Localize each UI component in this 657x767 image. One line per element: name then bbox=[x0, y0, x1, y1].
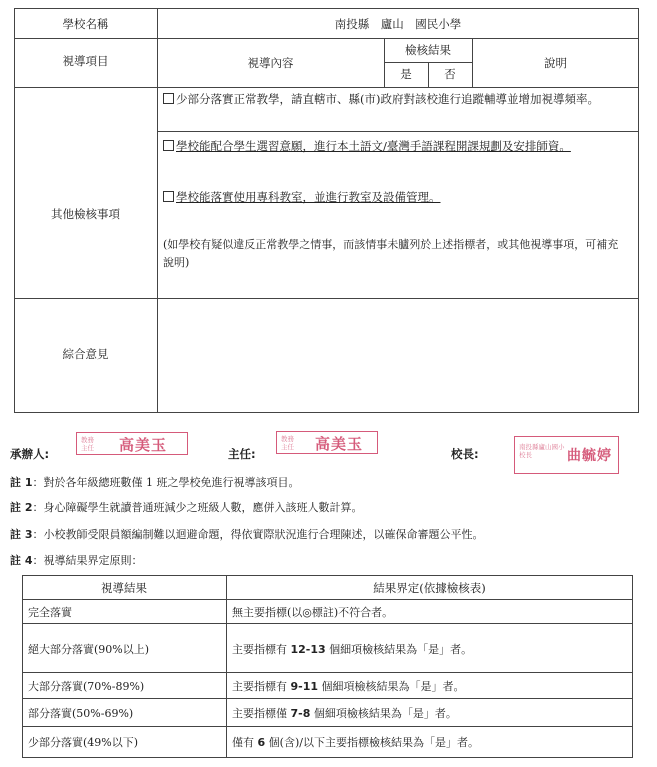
overall-opinion-label: 綜合意見 bbox=[62, 347, 109, 361]
result-row-2-def bbox=[232, 641, 472, 657]
result-def-text: 個細項檢核結果為「是」者。 bbox=[310, 707, 457, 720]
inspection-item-label: 視導項目 bbox=[62, 54, 109, 68]
result-def-num: 12-13 bbox=[290, 643, 326, 656]
other-item-1-text: 學校能配合學生選習意願，進行本土語文/臺灣手語課程開課規劃及安排師資。 bbox=[176, 139, 571, 153]
col-divider bbox=[226, 575, 227, 758]
results-col2-header: 結果界定(依據檢核表) bbox=[373, 581, 486, 595]
result-row-5-label: 少部分落實(49%以下) bbox=[28, 736, 139, 749]
director-stamp-title: 教務 主任 bbox=[281, 435, 294, 451]
principal-stamp bbox=[514, 436, 619, 474]
result-def-num: 9-11 bbox=[290, 680, 319, 693]
result-row-2-label: 絕大部分落實(90%以上) bbox=[28, 643, 150, 656]
result-row-5-def bbox=[232, 734, 479, 750]
checkbox[interactable] bbox=[163, 93, 174, 104]
director-stamp bbox=[276, 431, 378, 454]
director-stamp-name: 高美玉 bbox=[315, 435, 364, 453]
row-divider bbox=[22, 623, 633, 624]
school-name: 南投縣 廬山 國民小學 bbox=[334, 17, 462, 31]
checkbox[interactable] bbox=[163, 191, 174, 202]
yes-label: 是 bbox=[400, 67, 412, 81]
note-label: 註 1 bbox=[10, 476, 33, 489]
result-row-1-def bbox=[232, 604, 393, 620]
inspection-content-label: 視導內容 bbox=[247, 56, 294, 70]
handler-stamp-title: 教務 主任 bbox=[81, 436, 94, 452]
handler-stamp bbox=[76, 432, 188, 455]
other-item-2 bbox=[163, 188, 628, 207]
row-divider bbox=[22, 698, 633, 699]
result-row-3-label: 大部分落實(70%-89%) bbox=[28, 680, 145, 693]
other-item-1 bbox=[163, 137, 628, 156]
results-col1-header: 視導結果 bbox=[101, 581, 147, 595]
note-2 bbox=[10, 499, 362, 515]
result-def-text: 主要指標僅 bbox=[232, 707, 291, 720]
result-row-4-def bbox=[232, 705, 457, 721]
director-label: 主任: bbox=[228, 447, 256, 461]
note-label: 註 4 bbox=[10, 554, 33, 567]
note-label: 說明 bbox=[544, 56, 567, 70]
overall-opinion-field[interactable] bbox=[158, 299, 638, 412]
note-text: ：對於各年級總班數僅 1 班之學校免進行視導該項目。 bbox=[32, 476, 300, 489]
result-def-text: 主要指標有 bbox=[232, 643, 291, 656]
handler-label: 承辦人: bbox=[10, 447, 50, 461]
note-text: ：視導結果界定原則： bbox=[32, 554, 143, 567]
other-item-2-text: 學校能落實使用專科教室，並進行教室及設備管理。 bbox=[176, 190, 441, 204]
top-item bbox=[163, 90, 623, 109]
top-item-text: 少部分落實正常教學，請直轄市、縣(市)政府對該校進行追蹤輔導並增加視導頻率。 bbox=[176, 92, 599, 106]
result-row-3-def bbox=[232, 678, 465, 694]
no-label: 否 bbox=[444, 67, 456, 81]
principal-stamp-name: 曲毓婷 bbox=[567, 448, 612, 464]
result-def-text: 個細項檢核結果為「是」者。 bbox=[325, 643, 473, 656]
result-def-num: 6 bbox=[257, 736, 266, 749]
row-divider bbox=[14, 38, 639, 39]
note-4 bbox=[10, 552, 142, 568]
row-divider bbox=[22, 599, 633, 600]
note-label: 註 3 bbox=[10, 528, 33, 541]
note-text: ：身心障礙學生就讀普通班減少之班級人數，應併入該班人數計算。 bbox=[32, 501, 363, 514]
result-def-text: 無主要指標(以◎標註)不符合者。 bbox=[232, 606, 394, 619]
result-row-1-label: 完全落實 bbox=[28, 606, 72, 619]
row-divider bbox=[157, 131, 639, 132]
result-row-4-label: 部分落實(50%-69%) bbox=[28, 707, 134, 720]
checkbox[interactable] bbox=[163, 140, 174, 151]
row-divider bbox=[22, 672, 633, 673]
note-text: ：小校教師受限員額編制難以迴避命題，得依實際狀況進行合理陳述，以確保命審題公平性。 bbox=[32, 528, 484, 541]
note-3 bbox=[10, 526, 483, 542]
principal-label: 校長: bbox=[451, 447, 479, 461]
row-divider bbox=[14, 87, 639, 88]
result-def-text: 個(含)/以下主要指標檢核結果為「是」者。 bbox=[265, 736, 479, 749]
result-def-text: 僅有 bbox=[232, 736, 258, 749]
principal-stamp-title: 南投縣廬山國小 校長 bbox=[519, 443, 565, 459]
note-1 bbox=[10, 474, 299, 490]
other-supplement: (如學校有疑似違反正常教學之情事，而該情事未臚列於上述指標者，或其他視導事項，可補充說明) bbox=[163, 238, 619, 269]
check-result-label: 檢核結果 bbox=[405, 43, 451, 57]
results-table bbox=[22, 575, 633, 758]
row-divider bbox=[22, 726, 633, 727]
note-label: 註 2 bbox=[10, 501, 33, 514]
school-name-label: 學校名稱 bbox=[62, 17, 109, 31]
result-def-text: 主要指標有 bbox=[232, 680, 291, 693]
other-items-label: 其他檢核事項 bbox=[51, 207, 120, 221]
result-def-num: 7-8 bbox=[290, 707, 311, 720]
result-def-text: 個細項檢核結果為「是」者。 bbox=[318, 680, 465, 693]
handler-stamp-name: 高美玉 bbox=[119, 436, 168, 454]
